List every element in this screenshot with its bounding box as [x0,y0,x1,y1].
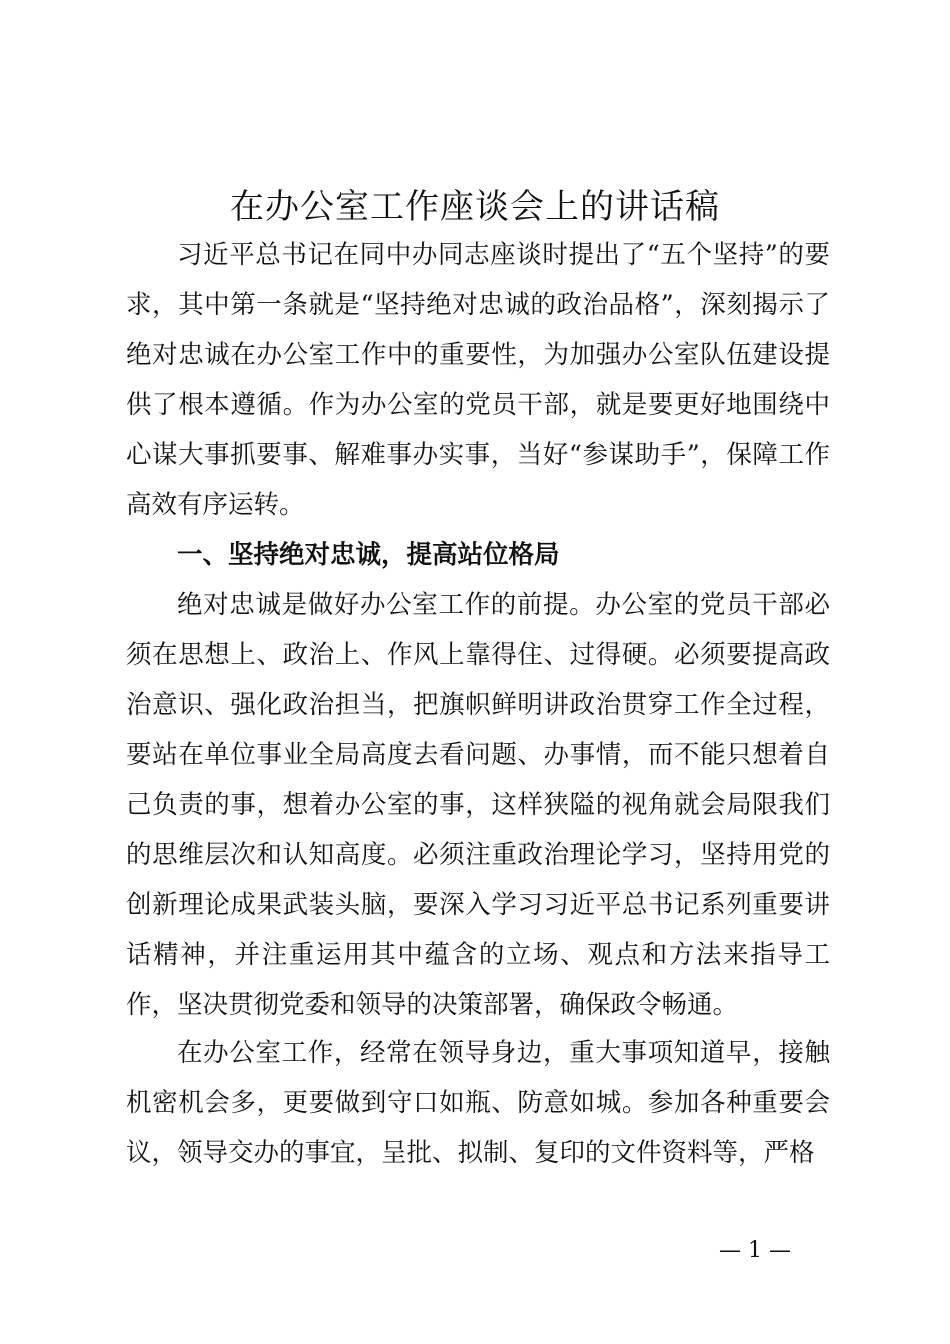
paragraph-text: 绝对忠诚是做好办公室工作的前提。办公室的党员干部必须在思想上、政治上、作风上靠得住、过得硬。必须要提高政治意识、强化政治担当，把旗帜鲜明讲政治贯穿工作全过程，要站在单位事业全局高度去看问题、办事情，而不能只想着自己负责的事，想着办公室的事，这样狭隘的视角就会局限我们的思维层次和认知高度。必须注重政治理论学习，坚持用党的创新理论成果武装头脑，要深入学习习近平总书记系列重要讲话精神，并注重运用其中蕴含的立场、观点和方法来指导工作，坚决贯彻党委和领导的决策部署，确保政令畅通。 [126,590,830,1020]
page-number: — 1 — [719,1238,791,1263]
section-heading-text: 一、坚持绝对忠诚，提高站位格局 [177,540,560,570]
paragraph-text: 习近平总书记在同中办同志座谈时提出了“五个坚持”的要求，其中第一条就是“坚持绝对忠诚的政治品格”，深刻揭示了绝对忠诚在办公室工作中的重要性，为加强办公室队伍建设提供了根本遵循。作为办公室的党员干部，就是要更好地围绕中心谋大事抓要事、解难事办实事，当好“参谋助手”，保障工作高效有序运转。 [126,240,830,520]
paragraph-intro [126,230,830,530]
paragraph-text: 在办公室工作，经常在领导身边，重大事项知道早，接触机密机会多，更要做到守口如瓶、防意如城。参加各种重要会议，领导交办的事宜，呈批、拟制、复印的文件资料等，严格 [126,1038,830,1168]
paragraph-confidentiality [126,1028,830,1178]
document-title: 在办公室工作座谈会上的讲话稿 [230,187,720,227]
section-heading [126,530,830,580]
paragraph-loyalty [126,580,830,1030]
